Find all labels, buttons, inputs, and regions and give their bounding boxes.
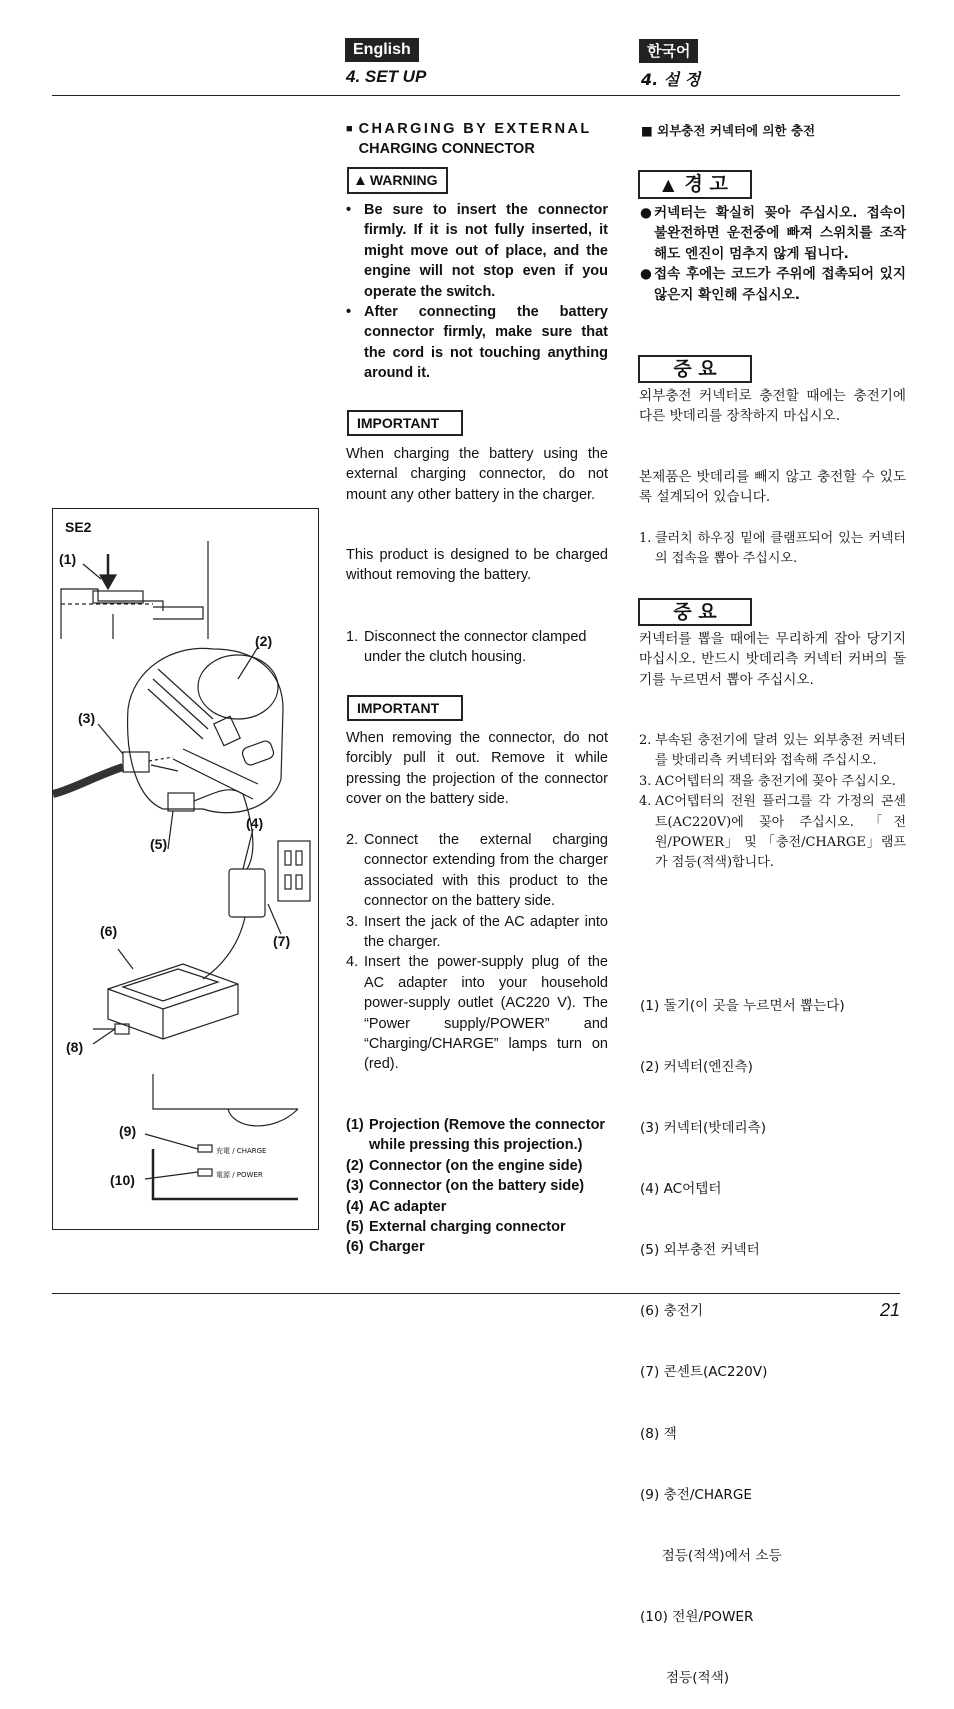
square-bullet-icon: ■ <box>346 123 353 135</box>
callout-2: (2) <box>255 633 273 649</box>
step-text: AC어텝터의 잭을 충전기에 꽂아 주십시오. <box>655 773 896 789</box>
english-heading <box>346 119 608 160</box>
header-rule <box>52 95 900 96</box>
english-step-3 <box>346 912 608 953</box>
korean-important-text-1: 외부충전 커넥터로 충전할 때에는 충전기에 다른 밧데리를 장착하지 마십시오. <box>639 388 906 425</box>
english-warning-label: WARNING <box>369 172 438 188</box>
legend-text: Projection (Remove the connector while pressing this projection.) <box>369 1117 606 1154</box>
dot-bullet-icon: ● <box>640 266 652 283</box>
step-number: 4. <box>346 954 359 971</box>
callout-1: (1) <box>59 551 77 567</box>
english-warning-text: After connecting the battery connector firmly, make sure that the cord is not touching anything around it. <box>364 304 608 382</box>
legend-text: Connector (on the engine side) <box>369 1157 583 1174</box>
legend-number: (4) <box>346 1198 364 1215</box>
legend-number: (3) <box>346 1178 364 1195</box>
english-designed-paragraph: This product is designed to be charged without removing the battery. <box>346 547 608 584</box>
korean-important-box-2: 중 요 <box>638 598 752 626</box>
korean-language-badge: 한국어 <box>639 39 698 63</box>
legend-number: (6) <box>346 1239 364 1256</box>
lamp-charge-label: 充電 / CHARGE <box>216 1147 267 1155</box>
step-text: 클러치 하우징 밑에 클램프되어 있는 커넥터의 접속을 뽑아 주십시오. <box>655 531 906 567</box>
step-text: Connect the external charging connector extending from the charger associated with this product to the connector on the battery side. <box>364 832 608 910</box>
korean-warning-item <box>640 264 906 305</box>
korean-warning-box <box>638 170 752 199</box>
step-text: Insert the power-supply plug of the AC adapter into your household power-supply outlet (AC220 V). The “Power supply/POWER” and “Charging/CHARGE” lamps turn on (red). <box>364 954 608 1073</box>
step-number: 2. <box>346 832 359 848</box>
english-important-box-2: IMPORTANT <box>347 695 463 721</box>
step-number: 3. <box>639 773 652 789</box>
legend-text: External charging connector <box>369 1219 566 1236</box>
warning-triangle-icon: ▲ <box>353 172 368 189</box>
legend-item: (8) 잭 <box>640 1425 677 1442</box>
korean-warning-item <box>640 203 906 264</box>
legend-number: (1) <box>346 1117 364 1133</box>
callout-4: (4) <box>246 815 264 831</box>
english-step-4 <box>346 952 608 1074</box>
legend-item: (2) 커넥터(엔진측) <box>640 1058 753 1075</box>
step-number: 3. <box>346 913 359 930</box>
legend-item: (9) 충전/CHARGE <box>640 1486 753 1503</box>
callout-6: (6) <box>100 923 118 939</box>
step-number: 2. <box>639 733 652 748</box>
legend-item: (7) 콘센트(AC220V) <box>640 1364 768 1381</box>
charging-illustration <box>53 509 318 1229</box>
english-important-text-2: When removing the connector, do not forcibly pull it out. Remove it while pressing the projection of the connector cover on the battery side. <box>346 730 608 808</box>
step-number: 1. <box>639 531 652 546</box>
korean-warning-text: 접속 후에는 코드가 주위에 접촉되어 있지 않은지 확인해 주십시오. <box>654 266 906 303</box>
step-number: 4. <box>639 794 652 810</box>
legend-text: Charger <box>369 1239 425 1256</box>
english-step-1 <box>346 627 608 668</box>
english-language-badge: English <box>345 38 419 62</box>
step-number: 1. <box>346 629 359 645</box>
korean-heading: ■ 외부충전 커넥터에 의한 충전 <box>641 123 816 138</box>
english-heading-line2: CHARGING CONNECTOR <box>358 141 535 158</box>
korean-section-title: 4. 설 정 <box>641 70 701 89</box>
figure-se2 <box>52 508 319 1230</box>
step-text: AC어텝터의 전원 플러그를 각 가정의 콘센트(AC220V)에 꽂아 주십시오. 「전원/POWER」 및 「충전/CHARGE」램프가 점등(적색)합니다. <box>655 794 906 871</box>
legend-item: (4) AC어텝터 <box>640 1181 722 1198</box>
figure-id-label: SE2 <box>65 519 92 535</box>
korean-step-4 <box>639 792 906 874</box>
page-number: 21 <box>880 1300 901 1320</box>
legend-item <box>346 1176 608 1196</box>
bullet: • <box>346 202 352 218</box>
legend-number: (5) <box>346 1219 364 1236</box>
legend-item <box>346 1237 608 1257</box>
korean-step-3 <box>639 772 906 792</box>
korean-important-box-1: 중 요 <box>638 355 752 383</box>
legend-text: AC adapter <box>369 1198 447 1215</box>
english-important-text-1: When charging the battery using the external charging connector, do not mount any other battery in the charger. <box>346 446 608 503</box>
dot-bullet-icon: ● <box>640 205 652 221</box>
english-step-2 <box>346 830 608 912</box>
english-warning-item <box>346 200 608 302</box>
korean-steps-list <box>639 731 906 874</box>
callout-10: (10) <box>110 1172 135 1188</box>
bullet: • <box>346 304 352 321</box>
callout-8: (8) <box>66 1039 84 1055</box>
legend-item: (3) 커넥터(밧데리측) <box>640 1120 767 1137</box>
legend-item <box>346 1115 608 1156</box>
callout-9: (9) <box>119 1123 137 1139</box>
legend-item: (6) 충전기 <box>640 1303 703 1320</box>
legend-text: Connector (on the battery side) <box>369 1178 585 1195</box>
callout-3: (3) <box>78 710 96 726</box>
lamp-power-label: 電源 / POWER <box>216 1171 263 1179</box>
english-warning-box <box>347 167 448 194</box>
legend-item: (10) 전원/POWER <box>640 1608 754 1625</box>
footer-rule <box>52 1293 900 1294</box>
legend-item: (5) 외부충전 커넥터 <box>640 1242 760 1259</box>
legend-item <box>346 1197 608 1217</box>
korean-step-1 <box>639 529 906 570</box>
legend-item <box>346 1156 608 1176</box>
legend-item: 점등(적색)에서 소등 <box>640 1547 782 1564</box>
korean-step-2 <box>639 731 906 772</box>
english-steps-list <box>346 830 608 1075</box>
english-section-title: 4. SET UP <box>346 67 427 86</box>
legend-item: 점등(적색) <box>640 1670 730 1687</box>
legend-item <box>346 1217 608 1237</box>
korean-important-text-2: 커넥터를 뽑을 때에는 무리하게 잡아 당기지 마십시오. 반드시 밧데리측 커넥터 커버의 돌기를 누르면서 뽑아 주십시오. <box>639 631 906 688</box>
korean-warning-list <box>640 203 906 305</box>
legend-number: (2) <box>346 1157 364 1174</box>
korean-warning-label: 경 고 <box>684 173 728 195</box>
english-warning-list <box>346 200 608 384</box>
step-text: 부속된 충전기에 달려 있는 외부충전 커넥터를 밧데리측 커넥터와 접속해 주십시오. <box>655 733 906 769</box>
callout-7: (7) <box>273 933 291 949</box>
korean-legend <box>640 955 907 1709</box>
english-warning-text: Be sure to insert the connector firmly. If it is not fully inserted, it might move out of place, and the engine will not stop even if you operate the switch. <box>364 202 608 300</box>
english-warning-item <box>346 302 608 384</box>
step-text: Insert the jack of the AC adapter into the charger. <box>364 913 608 951</box>
korean-designed-paragraph: 본제품은 밧데리를 빼지 않고 충전할 수 있도록 설계되어 있습니다. <box>639 469 906 506</box>
english-important-box-1: IMPORTANT <box>347 410 463 436</box>
warning-triangle-icon: ▲ <box>662 175 675 194</box>
step-text: Disconnect the connector clamped under the clutch housing. <box>364 629 587 666</box>
legend-item: (1) 돌기(이 곳을 누르면서 뽑는다) <box>640 997 845 1014</box>
english-heading-line1: CHARGING BY EXTERNAL <box>358 121 592 137</box>
english-legend <box>346 1115 608 1258</box>
callout-5: (5) <box>150 836 168 852</box>
korean-warning-text: 커넥터는 확실히 꽂아 주십시오. 접속이 불완전하면 운전중에 빠져 스위치를 조작해도 엔진이 멈추지 않게 됩니다. <box>654 205 906 262</box>
